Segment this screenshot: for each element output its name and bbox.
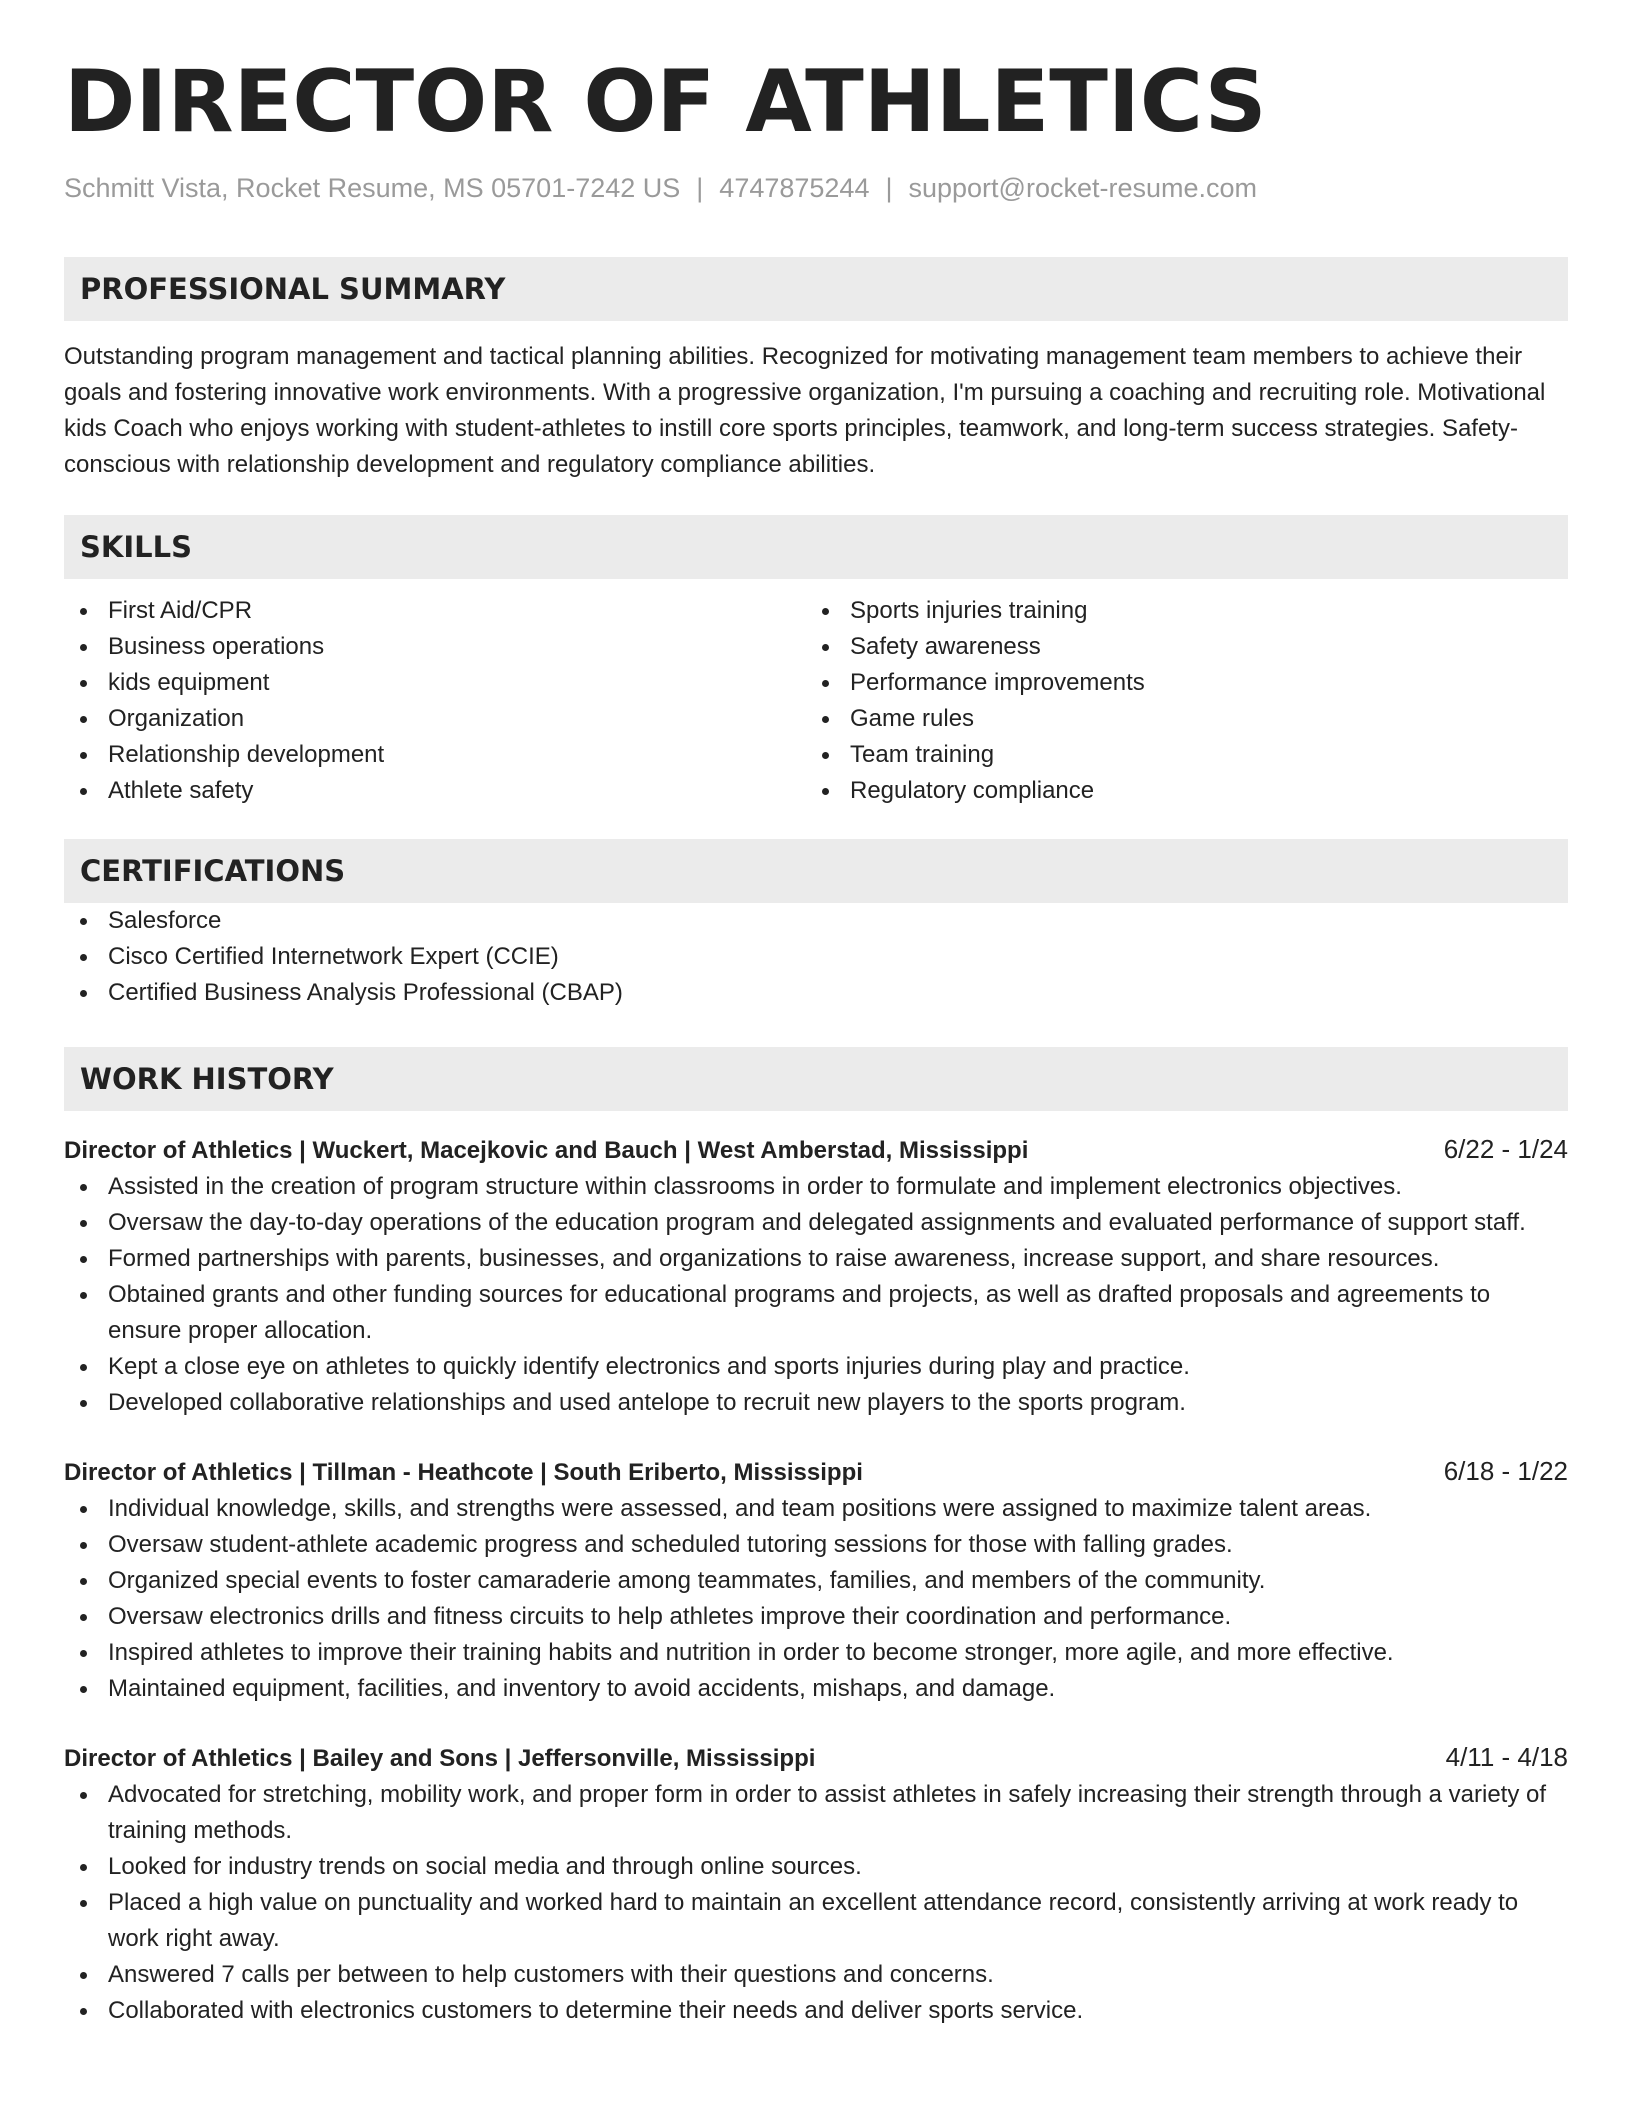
- job-entry: [64, 1453, 1568, 1707]
- contact-line: [64, 170, 1568, 206]
- section-header-summary: PROFESSIONAL SUMMARY: [64, 257, 1568, 321]
- job-bullet: Developed collaborative relationships and used antelope to recruit new players to the sports program.: [64, 1385, 1568, 1421]
- job-entry: [64, 1131, 1568, 1421]
- job-title-row: [64, 1739, 1568, 1777]
- job-bullet: Maintained equipment, facilities, and inventory to avoid accidents, mishaps, and damage.: [64, 1671, 1568, 1707]
- certifications-list: [64, 903, 1568, 1011]
- job-bullet: Obtained grants and other funding sources for educational programs and projects, as well as drafted proposals and agreements to ensure proper allocation.: [64, 1277, 1568, 1349]
- job-bullet: Looked for industry trends on social media and through online sources.: [64, 1849, 1568, 1885]
- skill-item: Performance improvements: [806, 665, 1548, 701]
- job-bullet: Oversaw the day-to-day operations of the education program and delegated assignments and evaluated performance of support staff.: [64, 1205, 1568, 1241]
- certification-item: Certified Business Analysis Professional (CBAP): [64, 975, 1568, 1011]
- summary-text: Outstanding program management and tactical planning abilities. Recognized for motivating management team members to achieve their goals and fostering innovative work environments. With a progressive organization, I'm pursuing a coaching and recruiting role. Motivational kids Coach who enjoys working with student-athletes to instill core sports principles, teamwork, and long-term success strategies. Safety-conscious with relationship development and regulatory compliance abilities.: [64, 343, 1546, 478]
- job-title: Director of Athletics | Tillman - Heathcote | South Eriberto, Mississippi: [64, 1459, 863, 1486]
- skill-item: Sports injuries training: [806, 593, 1548, 629]
- certification-item: Salesforce: [64, 903, 1568, 939]
- job-bullet: Organized special events to foster camaraderie among teammates, families, and members of the community.: [64, 1563, 1568, 1599]
- job-bullet: Collaborated with electronics customers to determine their needs and deliver sports service.: [64, 1993, 1568, 2029]
- job-bullet: Answered 7 calls per between to help customers with their questions and concerns.: [64, 1957, 1568, 1993]
- contact-phone: 4747875244: [719, 173, 870, 203]
- job-dates: 4/11 - 4/18: [1445, 1742, 1568, 1772]
- job-bullet-list: [64, 1777, 1568, 2029]
- skills-list-right: [806, 593, 1548, 809]
- job-bullet: Formed partnerships with parents, businesses, and organizations to raise awareness, increase support, and share resources.: [64, 1241, 1568, 1277]
- job-bullet-list: [64, 1169, 1568, 1421]
- job-bullet: Placed a high value on punctuality and worked hard to maintain an excellent attendance record, consistently arriving at work ready to work right away.: [64, 1885, 1568, 1957]
- job-bullet-list: [64, 1491, 1568, 1707]
- job-bullet: Individual knowledge, skills, and strengths were assessed, and team positions were assigned to maximize talent areas.: [64, 1491, 1568, 1527]
- skill-item: First Aid/CPR: [64, 593, 806, 629]
- skill-item: Safety awareness: [806, 629, 1548, 665]
- job-bullet: Oversaw electronics drills and fitness circuits to help athletes improve their coordination and performance.: [64, 1599, 1568, 1635]
- skill-item: kids equipment: [64, 665, 806, 701]
- job-bullet: Kept a close eye on athletes to quickly identify electronics and sports injuries during play and practice.: [64, 1349, 1568, 1385]
- job-bullet: Advocated for stretching, mobility work, and proper form in order to assist athletes in safely increasing their strength through a variety of training methods.: [64, 1777, 1568, 1849]
- job-bullet: Inspired athletes to improve their training habits and nutrition in order to become stronger, more agile, and more effective.: [64, 1635, 1568, 1671]
- skills-grid: [64, 593, 1568, 809]
- skill-item: Game rules: [806, 701, 1548, 737]
- job-title-row: [64, 1453, 1568, 1491]
- contact-email: support@rocket-resume.com: [908, 173, 1258, 203]
- contact-separator: |: [696, 173, 704, 203]
- job-bullet: Assisted in the creation of program structure within classrooms in order to formulate and implement electronics objectives.: [64, 1169, 1568, 1205]
- certification-item: Cisco Certified Internetwork Expert (CCIE): [64, 939, 1568, 975]
- skill-item: Relationship development: [64, 737, 806, 773]
- skill-item: Business operations: [64, 629, 806, 665]
- resume-name: DIRECTOR OF ATHLETICS: [64, 52, 1267, 152]
- job-dates: 6/22 - 1/24: [1443, 1134, 1568, 1164]
- job-title: Director of Athletics | Bailey and Sons | Jeffersonville, Mississippi: [64, 1745, 816, 1772]
- skill-item: Athlete safety: [64, 773, 806, 809]
- skill-item: Organization: [64, 701, 806, 737]
- skills-list-left: [64, 593, 806, 809]
- section-header-skills: SKILLS: [64, 515, 1568, 579]
- job-bullet: Oversaw student-athlete academic progress and scheduled tutoring sessions for those with falling grades.: [64, 1527, 1568, 1563]
- job-dates: 6/18 - 1/22: [1443, 1456, 1568, 1486]
- skill-item: Regulatory compliance: [806, 773, 1548, 809]
- skill-item: Team training: [806, 737, 1548, 773]
- job-entry: [64, 1739, 1568, 2029]
- section-header-work-history: WORK HISTORY: [64, 1047, 1568, 1111]
- skills-column-right: [806, 593, 1548, 809]
- job-title-row: [64, 1131, 1568, 1169]
- section-header-certifications: CERTIFICATIONS: [64, 839, 1568, 903]
- job-title: Director of Athletics | Wuckert, Macejkovic and Bauch | West Amberstad, Mississippi: [64, 1137, 1029, 1164]
- skills-column-left: [64, 593, 806, 809]
- contact-separator: |: [885, 173, 893, 203]
- contact-address: Schmitt Vista, Rocket Resume, MS 05701-7242 US: [64, 173, 681, 203]
